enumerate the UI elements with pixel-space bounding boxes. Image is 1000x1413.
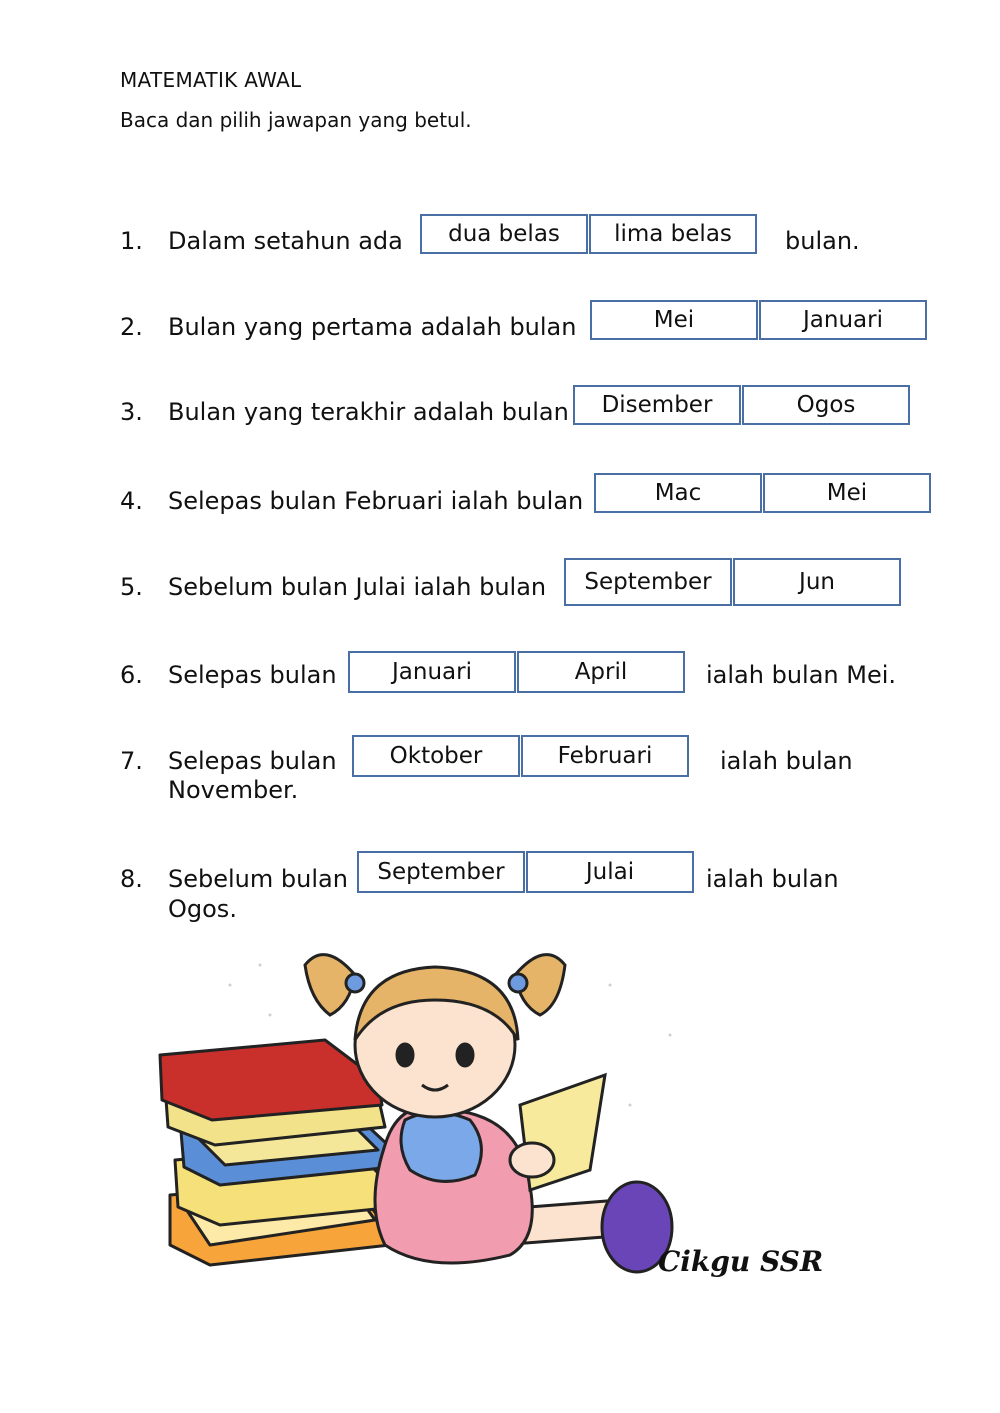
worksheet-title: MATEMATIK AWAL: [120, 68, 302, 92]
question-number: 3.: [120, 398, 143, 426]
question-text: Sebelum bulan: [168, 865, 348, 893]
answer-option[interactable]: April: [517, 651, 685, 693]
question-text-after: ialah bulan: [720, 747, 853, 775]
answer-option[interactable]: Mei: [763, 473, 931, 513]
question-text: Sebelum bulan Julai ialah bulan: [168, 573, 547, 601]
question-text-line2: November.: [168, 776, 299, 804]
answer-option[interactable]: lima belas: [589, 214, 757, 254]
question-text-line2: Ogos.: [168, 895, 237, 923]
answer-option[interactable]: Disember: [573, 385, 741, 425]
question-text: Bulan yang terakhir adalah bulan: [168, 398, 569, 426]
question-number: 8.: [120, 865, 143, 893]
answer-option[interactable]: Mei: [590, 300, 758, 340]
answer-option[interactable]: September: [564, 558, 732, 606]
answer-option[interactable]: Julai: [526, 851, 694, 893]
question-text-after: ialah bulan: [706, 865, 839, 893]
book-stack-icon: [160, 1040, 395, 1265]
answer-option[interactable]: Januari: [348, 651, 516, 693]
answer-option[interactable]: Jun: [733, 558, 901, 606]
question-number: 6.: [120, 661, 143, 689]
answer-option[interactable]: September: [357, 851, 525, 893]
answer-option[interactable]: Januari: [759, 300, 927, 340]
answer-option[interactable]: dua belas: [420, 214, 588, 254]
question-text: Dalam setahun ada: [168, 227, 403, 255]
answer-option[interactable]: Oktober: [352, 735, 520, 777]
answer-option[interactable]: Mac: [594, 473, 762, 513]
question-text-after: bulan.: [785, 227, 860, 255]
question-text: Bulan yang pertama adalah bulan: [168, 313, 577, 341]
author-signature: Cikgu SSR: [658, 1245, 824, 1278]
question-text: Selepas bulan: [168, 747, 337, 775]
worksheet-instruction: Baca dan pilih jawapan yang betul.: [120, 108, 472, 132]
question-number: 5.: [120, 573, 143, 601]
answer-option[interactable]: Ogos: [742, 385, 910, 425]
question-text: Selepas bulan Februari ialah bulan: [168, 487, 584, 515]
answer-option[interactable]: Februari: [521, 735, 689, 777]
question-number: 2.: [120, 313, 143, 341]
question-number: 4.: [120, 487, 143, 515]
question-number: 7.: [120, 747, 143, 775]
question-text-after: ialah bulan Mei.: [706, 661, 897, 689]
question-number: 1.: [120, 227, 143, 255]
question-text: Selepas bulan: [168, 661, 337, 689]
